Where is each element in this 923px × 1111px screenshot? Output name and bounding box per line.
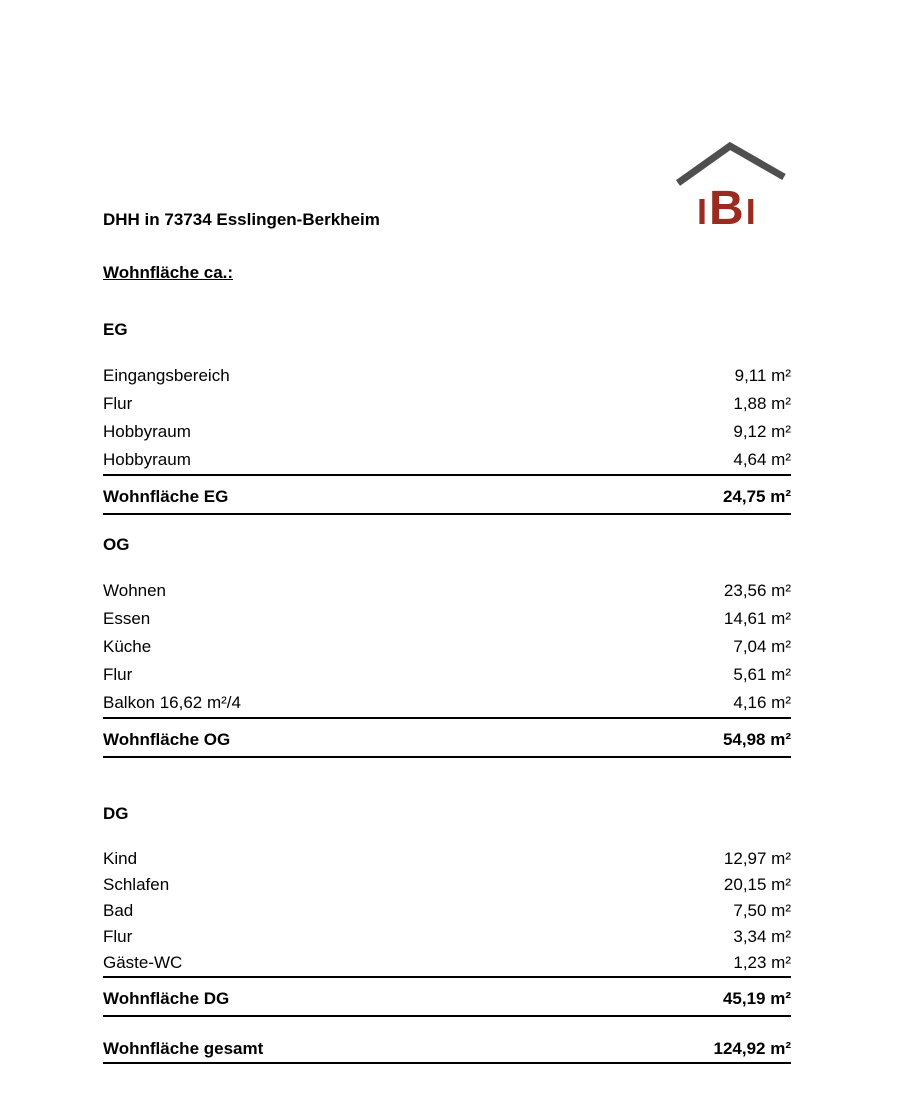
room-label: Flur [103,665,133,684]
table-row [103,689,791,717]
subtitle-living-area: Wohnfläche ca.: [103,263,234,282]
room-area-value: 9,12 m² [733,422,791,441]
table-row [103,633,791,661]
page-title: DHH in 73734 Esslingen-Berkheim [103,210,380,229]
room-area-value: 12,97 m² [723,849,791,868]
total-label: Wohnfläche EG [103,487,229,506]
room-area-value: 7,04 m² [733,637,791,656]
room-label: Eingangsbereich [103,366,230,385]
section-total-eg [103,474,791,515]
room-area-value: 20,15 m² [723,875,791,894]
section-total-og [103,717,791,758]
table-row [103,390,791,418]
grand-total-label: Wohnfläche gesamt [103,1039,264,1058]
room-area-value: 14,61 m² [723,609,791,628]
room-label: Kind [103,849,138,868]
table-row [103,872,791,898]
section-header-og: OG [103,535,130,554]
document-content [103,0,791,1064]
total-value: 24,75 m² [722,487,791,506]
table-row [103,577,791,605]
table-row [103,898,791,924]
room-area-value: 1,23 m² [733,953,791,972]
section-dg [103,804,791,1017]
room-label: Balkon 16,62 m²/4 [103,693,241,712]
section-header-eg: EG [103,320,128,339]
table-row [103,846,791,872]
section-eg [103,320,791,515]
table-row [103,446,791,474]
room-area-value: 7,50 m² [733,901,791,920]
table-row [103,605,791,633]
room-label: Wohnen [103,581,167,600]
table-row [103,924,791,950]
grand-total-row [103,1039,791,1064]
room-label: Hobbyraum [103,450,191,469]
section-total-dg [103,976,791,1017]
room-area-value: 1,88 m² [733,394,791,413]
room-label: Küche [103,637,152,656]
room-area-value: 9,11 m² [734,366,791,385]
section-og [103,535,791,758]
grand-total-value: 124,92 m² [713,1039,791,1058]
logo-text: IBI [697,182,758,232]
section-rows-eg [103,362,791,474]
section-header-dg: DG [103,804,129,823]
room-label: Essen [103,609,151,628]
table-row [103,418,791,446]
total-value: 54,98 m² [722,730,791,749]
room-area-value: 4,64 m² [733,450,791,469]
room-label: Bad [103,901,134,920]
room-label: Gäste-WC [103,953,183,972]
room-area-value: 23,56 m² [723,581,791,600]
room-area-value: 5,61 m² [733,665,791,684]
total-label: Wohnfläche DG [103,989,230,1008]
section-rows-dg [103,846,791,976]
room-label: Hobbyraum [103,422,191,441]
total-label: Wohnfläche OG [103,730,231,749]
room-area-value: 4,16 m² [733,693,791,712]
table-row [103,661,791,689]
room-label: Flur [103,927,133,946]
room-label: Schlafen [103,875,170,894]
room-area-value: 3,34 m² [733,927,791,946]
table-row [103,950,791,976]
room-label: Flur [103,394,133,413]
section-rows-og [103,577,791,717]
table-row [103,362,791,390]
total-value: 45,19 m² [722,989,791,1008]
